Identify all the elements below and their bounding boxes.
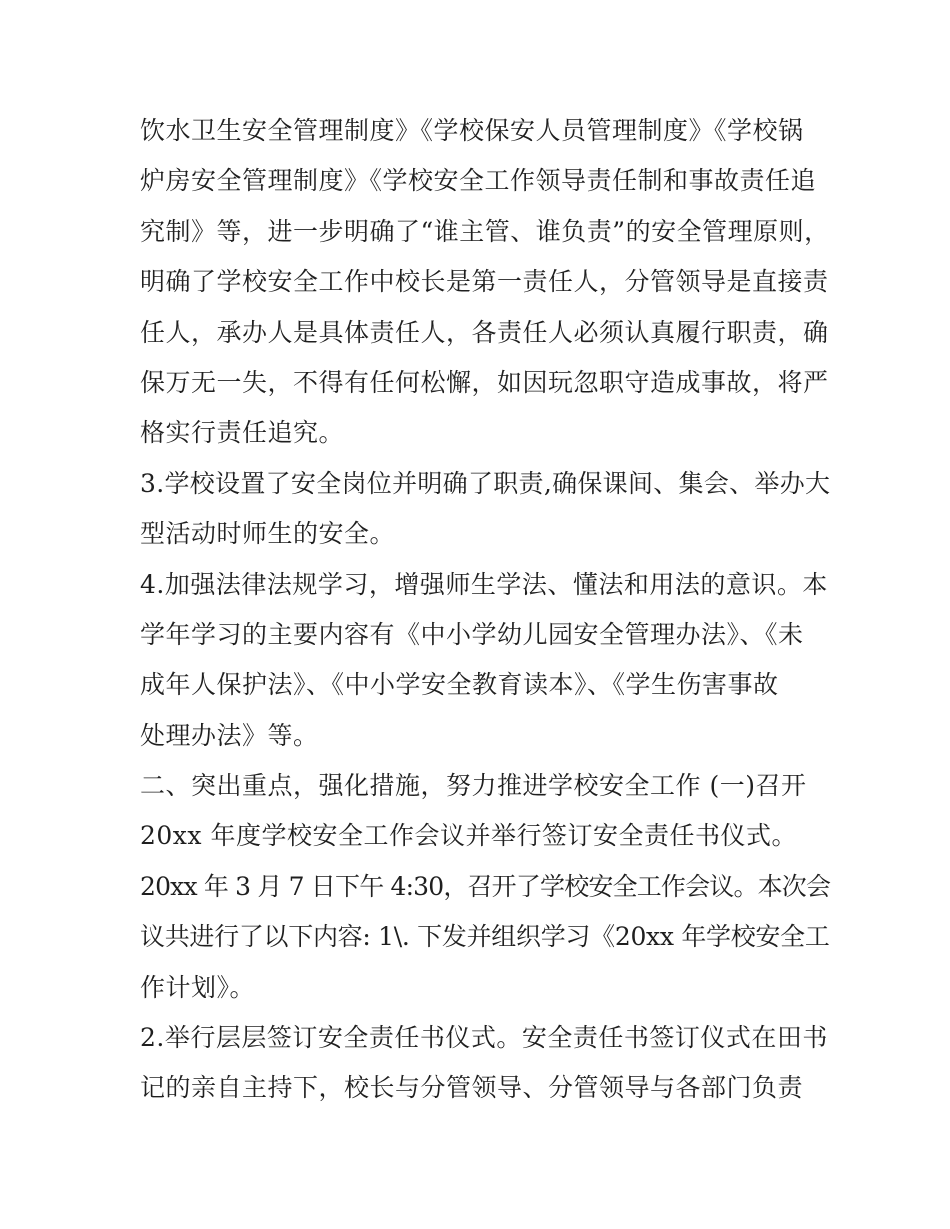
text-line-7: 格实行责任追究。 xyxy=(140,418,345,448)
text-line-11: 学年学习的主要内容有《中小学幼儿园安全管理办法》、《未 xyxy=(140,619,804,649)
text-line-16: 20xx 年 3 月 7 日下午 4:30，召开了学校安全工作会议。本次会 xyxy=(140,871,831,901)
text-line-8: 3.学校设置了安全岗位并明确了职责,确保课间、集会、举办大 xyxy=(140,468,831,498)
text-line-18: 作计划》。 xyxy=(140,972,256,1002)
text-line-3: 究制》等，进一步明确了“谁主管、谁负责”的安全管理原则， xyxy=(140,216,830,246)
text-line-12: 成年人保护法》、《中小学安全教育读本》、《学生伤害事故 xyxy=(140,670,779,700)
text-line-2: 炉房安全管理制度》《学校安全工作领导责任制和事故责任追 xyxy=(140,166,817,196)
body-text xyxy=(140,106,830,1114)
text-line-6: 保万无一失，不得有任何松懈，如因玩忽职守造成事故，将严 xyxy=(140,367,829,397)
text-line-5: 任人，承办人是具体责任人，各责任人必须认真履行职责，确 xyxy=(140,317,829,347)
text-line-4: 明确了学校安全工作中校长是第一责任人，分管领导是直接责 xyxy=(140,267,829,297)
text-line-17: 议共进行了以下内容: 1\. 下发并组织学习《20xx 年学校安全工 xyxy=(140,922,830,952)
text-line-15: 20xx 年度学校安全工作会议并举行签订安全责任书仪式。 xyxy=(140,821,797,851)
text-line-1: 饮水卫生安全管理制度》《学校保安人员管理制度》《学校锅 xyxy=(140,116,804,145)
text-line-19: 2.举行层层签订安全责任书仪式。安全责任书签订仪式在田书 xyxy=(140,1023,828,1053)
text-line-13: 处理办法》等。 xyxy=(140,720,319,750)
text-line-10: 4.加强法律法规学习，增强师生学法、懂法和用法的意识。本 xyxy=(140,569,828,599)
text-line-9: 型活动时师生的安全。 xyxy=(140,519,396,549)
text-line-14: 二、突出重点，强化措施，努力推进学校安全工作 (一)召开 xyxy=(140,771,807,801)
text-line-20: 记的亲自主持下，校长与分管领导、分管领导与各部门负责 xyxy=(140,1073,804,1103)
